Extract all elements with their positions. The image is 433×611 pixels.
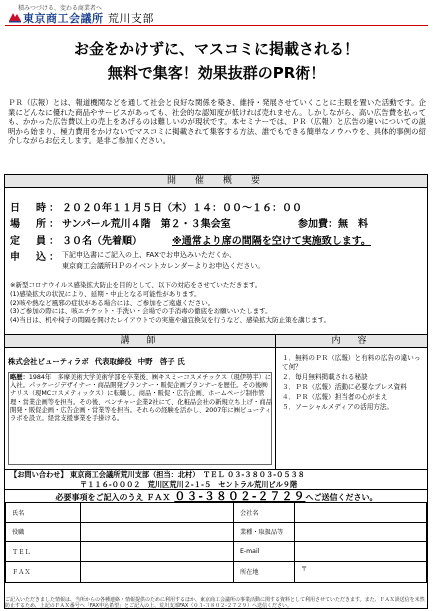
- branch-name: 荒川支部: [107, 12, 154, 25]
- address-field[interactable]: 〒: [295, 561, 427, 583]
- name-field[interactable]: [81, 503, 234, 523]
- fax-suffix: へご送信ください。: [305, 493, 378, 502]
- venue-value: サンパール荒川４階 第２・３集会室: [62, 219, 231, 230]
- lecturer-bio: [10, 374, 272, 423]
- apply-label: 申 込：: [10, 252, 62, 263]
- contact-line-2: 〒１１６-０００２ 荒川区荒川２-１-５ セントラル荒川ビル９階: [80, 480, 298, 489]
- tagline: 積みつづける、変わる商業者へ: [18, 5, 102, 12]
- list-item: ３．ＰＲ（広報）活動に必要なプレス資料: [282, 383, 407, 391]
- form-label-email: E-mail: [234, 542, 295, 562]
- org-name-text: 東京商工会議所: [23, 12, 104, 25]
- company-field[interactable]: [295, 503, 427, 523]
- list-item: ５．ソーシャルメディアの活用方法。: [282, 403, 394, 411]
- lecturer-position: 代表取締役: [94, 357, 132, 366]
- org-name: [23, 10, 154, 26]
- list-item: ４．ＰＲ（広報）担当者の心がまえ: [282, 393, 388, 401]
- tel-field[interactable]: [81, 542, 234, 562]
- table-row: [6, 542, 427, 562]
- footer-note: ご記入いただきました情報は、当所からの各種連絡・情報提供のために利用するほか、東京商工会議所の事業活動に関する資料として利用させていただきます。また、ＦＡＸ誤送信を未然防止するため、上記のＦＡＸ番号へ「FAX申込希望」とご記入の上、荒川支部FAX（０３-３８０２-２７２９）へ送信ください。: [5, 597, 425, 609]
- event-section-header: 開 催 概 要: [5, 174, 427, 188]
- email-field[interactable]: [295, 542, 427, 562]
- event-fee: 参加費：無 料: [298, 219, 368, 230]
- intro-text: ＰＲ（広報）とは、報道機関などを通して社会と良好な関係を築き、維持・発展させていくことに主眼を置いた活動です。企業にどんなに優れた商品やサービスがあっても、社会的な認知度が低ければ売れません。しかしながら、高い広告費を払っても、かかった広告費以上の売上をあげるのは難しいのが現状です。本セミナーでは、ＰＲ（広報）と広告の違いについての説明から始まり、極力費用をかけないでマスコミに掲載されて集客する方法、誰でもできる簡単なノウハウを、具体的事例の紹介しながらお伝えします。是非ご参加ください。: [8, 98, 426, 146]
- covid-notes: [10, 281, 422, 325]
- capacity-label: 定 員：: [10, 236, 62, 247]
- event-capacity: [10, 232, 142, 247]
- note-item: (2)咳や熱など風邪の症状がある場合には、ご参加をご遠慮ください。: [10, 298, 215, 307]
- contents-section-header: 内 容: [275, 334, 427, 348]
- form-label-address: 所在地: [234, 561, 295, 583]
- fax-number: ０３-３８０２-２７２９: [174, 490, 306, 503]
- form-label-company: 会社名: [234, 503, 295, 523]
- page-title: お金をかけずに、マスコミに掲載される！: [73, 40, 359, 58]
- table-row: [6, 503, 427, 523]
- apply-line-1: 下記申込書にご記入の上、FAXでお申込みいただくか、: [62, 251, 236, 259]
- header-divider: [5, 25, 428, 26]
- capacity-note: ※通常より席の間隔を空けて実施致します。: [172, 236, 371, 247]
- form-label-tel: ＴＥＬ: [6, 542, 81, 562]
- title-field[interactable]: [81, 522, 234, 542]
- chamber-logo-icon: [8, 11, 22, 23]
- fax-prefix: 必要事項をご記入のうえ ＦＡＸ: [55, 493, 171, 502]
- note-item: (1)感染拡大の状況により、延期・中止となる可能性があります。: [10, 289, 201, 298]
- lecturer-section-header: 講 師: [5, 334, 275, 348]
- venue-label: 場 所：: [10, 219, 62, 230]
- capacity-value: ３０名（先着順）: [62, 236, 142, 247]
- lecturer-company: 株式会社ビューティラボ: [8, 357, 89, 366]
- column-divider: [275, 334, 276, 469]
- table-row: [6, 561, 427, 583]
- lecturer-name-line: [8, 356, 191, 367]
- application-form: [5, 502, 427, 583]
- note-item: (4)当日は、机や椅子の間隔を開けたレイアウトでの実施や適宜換気を行うなど、感染拡大防止策を講じます。: [10, 316, 331, 325]
- event-venue: [10, 215, 231, 230]
- form-label-name: 氏名: [6, 503, 81, 523]
- contact-line-1: 【お問い合わせ】 東京商工会議所荒川支部（担当：北村） ＴＥＬ ０３-３８０３-０５３８: [10, 470, 305, 479]
- page-subtitle: 無料で集客！効果抜群のPR術！: [107, 64, 326, 82]
- apply-line-2: 東京商工会議所ＨＰのイベントカレンダーよりお申込ください。: [62, 262, 265, 270]
- list-item: １．無料のＰＲ（広報）と有料の広告の違いって何？: [282, 354, 421, 371]
- bio-text: 1984年 多摩美術大学美術学部を卒業後、㈱キスミーコスメチックス（現伊勢半）に入社。パッケージデザイナー・商品開発プランナー・販促企画プランナーを歴任。その後㈱ナリス（現MCコスメティックス）に転職し、商品・販促・広告企画、ホームページ制作管理・営業企画等を担当。その後、ベンチャー企業2社にて、化粧品会社の新規立ち上げ・商品開発・販促企画・広告企画・営業等を担当。それらの経験を活かし、2007年に㈱ビューティラボを設立。経営支援事業を手掛ける。: [10, 374, 272, 423]
- lecturer-name: 中野 啓子 氏: [137, 357, 185, 366]
- industry-field[interactable]: [295, 522, 427, 542]
- note-item: ※新型コロナウイルス感染拡大防止を目的として、以下の対応をさせていただきます。: [10, 281, 262, 289]
- form-label-industry: 業種・取扱品等: [234, 522, 295, 542]
- contents-list: [282, 354, 424, 413]
- event-date: [10, 199, 302, 214]
- list-item: ２．毎月無料掲載される秘訣: [282, 373, 368, 381]
- form-label-fax: ＦＡＸ: [6, 561, 81, 583]
- table-row: [6, 522, 427, 542]
- date-value: ２０２０年１１月５日（木）１４：００～１６：００: [62, 203, 302, 214]
- fax-field[interactable]: [81, 561, 234, 583]
- form-label-title: 役職: [6, 522, 81, 542]
- note-item: (3)ご参加の際には、咳エチケット・手洗い・会場での手消毒の徹底をお願いいたします。: [10, 307, 272, 316]
- date-label: 日 時：: [10, 203, 62, 214]
- bio-label: 略歴：: [10, 374, 29, 381]
